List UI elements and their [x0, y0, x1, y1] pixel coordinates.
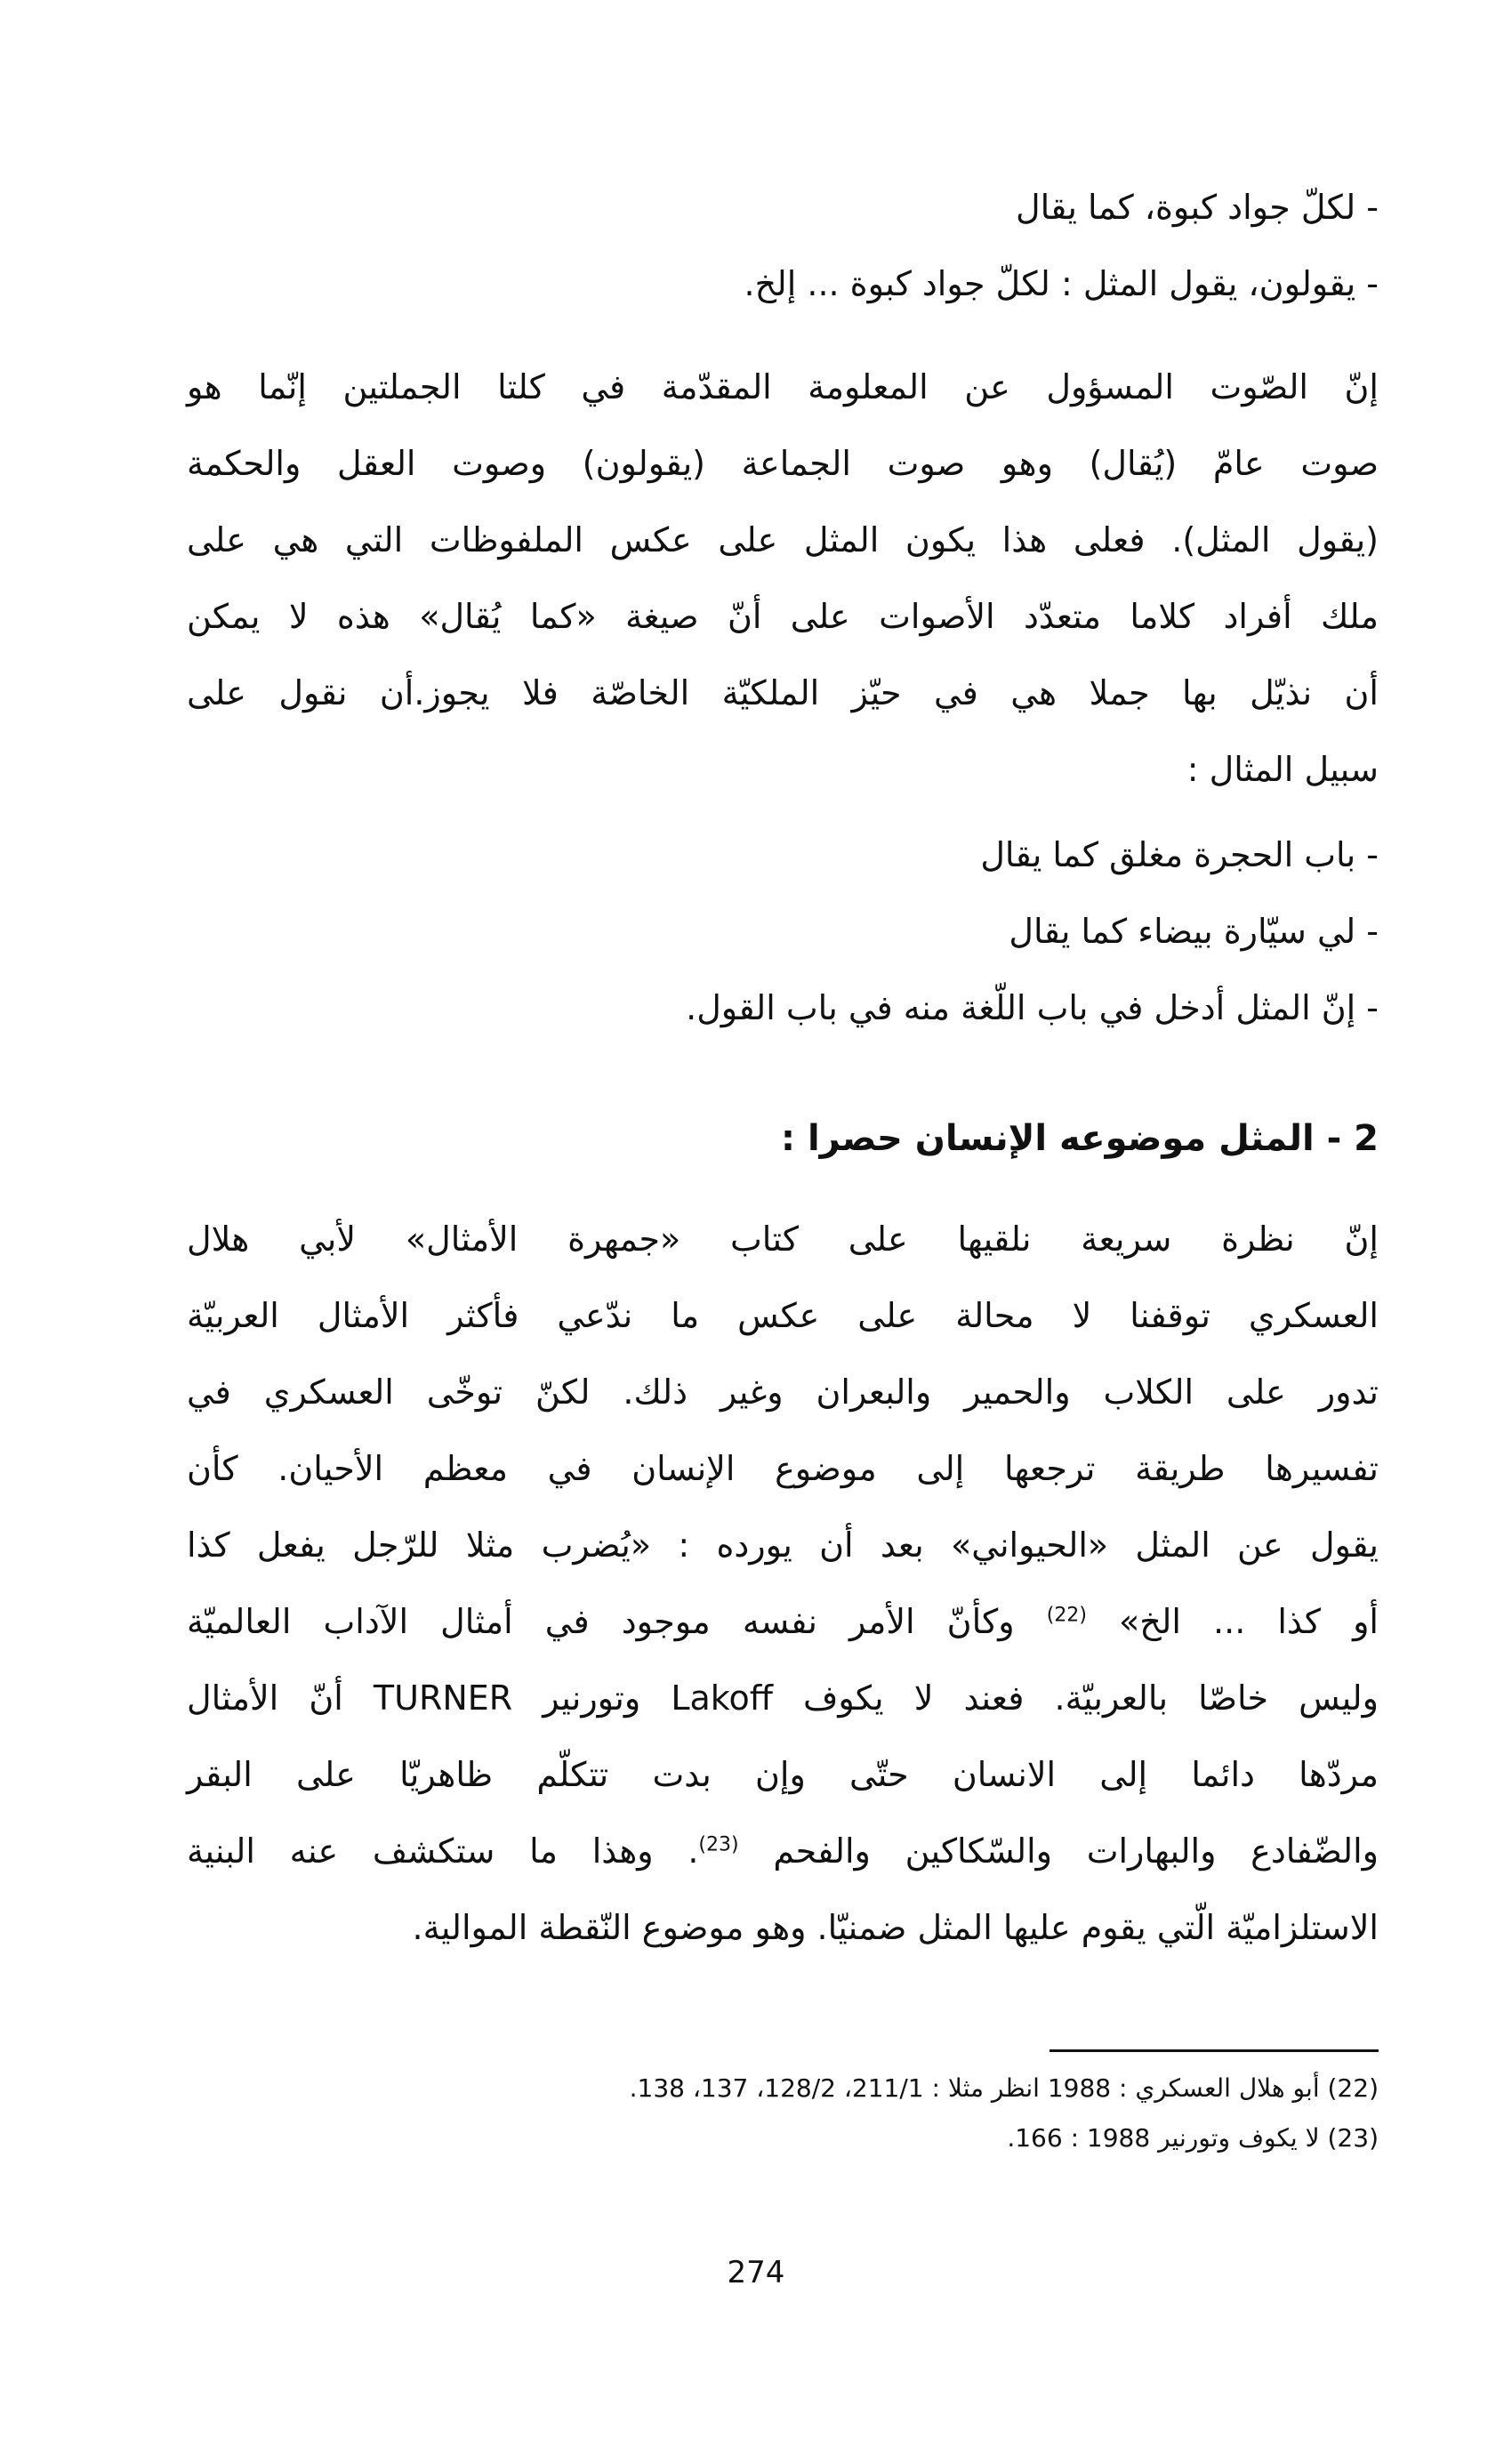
- paragraph-line: العسكري توقفنا لا محالة على عكس ما ندّعي فأكثر الأمثال العربيّة: [187, 1296, 1379, 1335]
- quoted-variants-list: [187, 169, 1379, 322]
- paragraph-human-subject: [187, 1201, 1379, 1966]
- list-item: - لكلّ جواد كبوة، كما يقال: [1015, 188, 1379, 227]
- line-text: والضّفادع والبهارات والسّكاكين والفحم: [773, 1831, 1379, 1871]
- paragraph-line: مردّها دائما إلى الانسان حتّى وإن بدت تتكلّم ظاهريّا على البقر: [187, 1755, 1379, 1794]
- line-text: وكأنّ الأمر نفسه موجود في أمثال الآداب العالميّة: [187, 1602, 1015, 1641]
- paragraph-line: (يقول المثل). فعلى هذا يكون المثل على عكس الملفوظات التي هي على: [187, 520, 1379, 559]
- line-text: أو كذا ... الخ»: [1119, 1602, 1379, 1641]
- paragraph-line: تفسيرها طريقة ترجعها إلى موضوع الإنسان في معظم الأحيان. كأن: [187, 1449, 1379, 1488]
- list-item: - يقولون، يقول المثل : لكلّ جواد كبوة ... إلخ.: [744, 264, 1379, 303]
- paragraph-line: ملك أفراد كلاما متعدّد الأصوات على أنّ صيغة «كما يُقال» هذه لا يمكن: [187, 597, 1379, 636]
- list-item: - باب الحجرة مغلق كما يقال: [980, 835, 1379, 874]
- list-item: - لي سيّارة بيضاء كما يقال: [1009, 912, 1379, 951]
- paragraph-line: أن نذيّل بها جملا هي في حيّز الملكيّة الخاصّة فلا يجوز.أن نقول على: [187, 673, 1379, 712]
- footnote-ref-23: (23): [698, 1833, 739, 1856]
- footnote-22: (22) أبو هلال العسكري : 1988 انظر مثلا : 211/1، 128/2، 137، 138.: [629, 2073, 1379, 2103]
- example-sentences-list: [187, 817, 1379, 1046]
- line-text: . وهذا ما ستكشف عنه البنية: [187, 1831, 699, 1871]
- footnote-divider: [1050, 2049, 1379, 2052]
- paragraph-line: إنّ الصّوت المسؤول عن المعلومة المقدّمة في كلتا الجملتين إنّما هو: [187, 367, 1379, 406]
- footnote-23: (23) لا يكوف وتورنير 1988 : 166.: [1007, 2123, 1379, 2153]
- paragraph-line: [187, 1813, 1379, 1889]
- paragraph-line: الاستلزاميّة الّتي يقوم عليها المثل ضمنيّا. وهو موضوع النّقطة الموالية.: [412, 1908, 1379, 1947]
- paragraph-line: تدور على الكلاب والحمير والبعران وغير ذلك. لكنّ توخّى العسكري في: [187, 1372, 1379, 1412]
- paragraph-line: وليس خاصّا بالعربيّة. فعند لا يكوف Lakoff وتورنير TURNER أنّ الأمثال: [187, 1678, 1379, 1718]
- paragraph-line: صوت عامّ (يُقال) وهو صوت الجماعة (يقولون) وصوت العقل والحكمة: [187, 444, 1379, 483]
- page-number: 274: [727, 2255, 785, 2290]
- paragraph-line: [187, 1583, 1379, 1660]
- paragraph-line: سبيل المثال :: [1186, 750, 1379, 789]
- paragraph-line: يقول عن المثل «الحيواني» بعد أن يورده : «يُضرب مثلا للرّجل يفعل كذا: [187, 1525, 1379, 1565]
- paragraph-speaker-voice: [187, 349, 1379, 808]
- footnotes: [187, 2064, 1379, 2163]
- footnote-ref-22: (22): [1046, 1604, 1087, 1627]
- list-item: - إنّ المثل أدخل في باب اللّغة منه في باب القول.: [686, 988, 1379, 1027]
- section-heading: 2 - المثل موضوعه الإنسان حصرا :: [781, 1118, 1379, 1159]
- paragraph-line: إنّ نظرة سريعة نلقيها على كتاب «جمهرة الأمثال» لأبي هلال: [187, 1219, 1379, 1259]
